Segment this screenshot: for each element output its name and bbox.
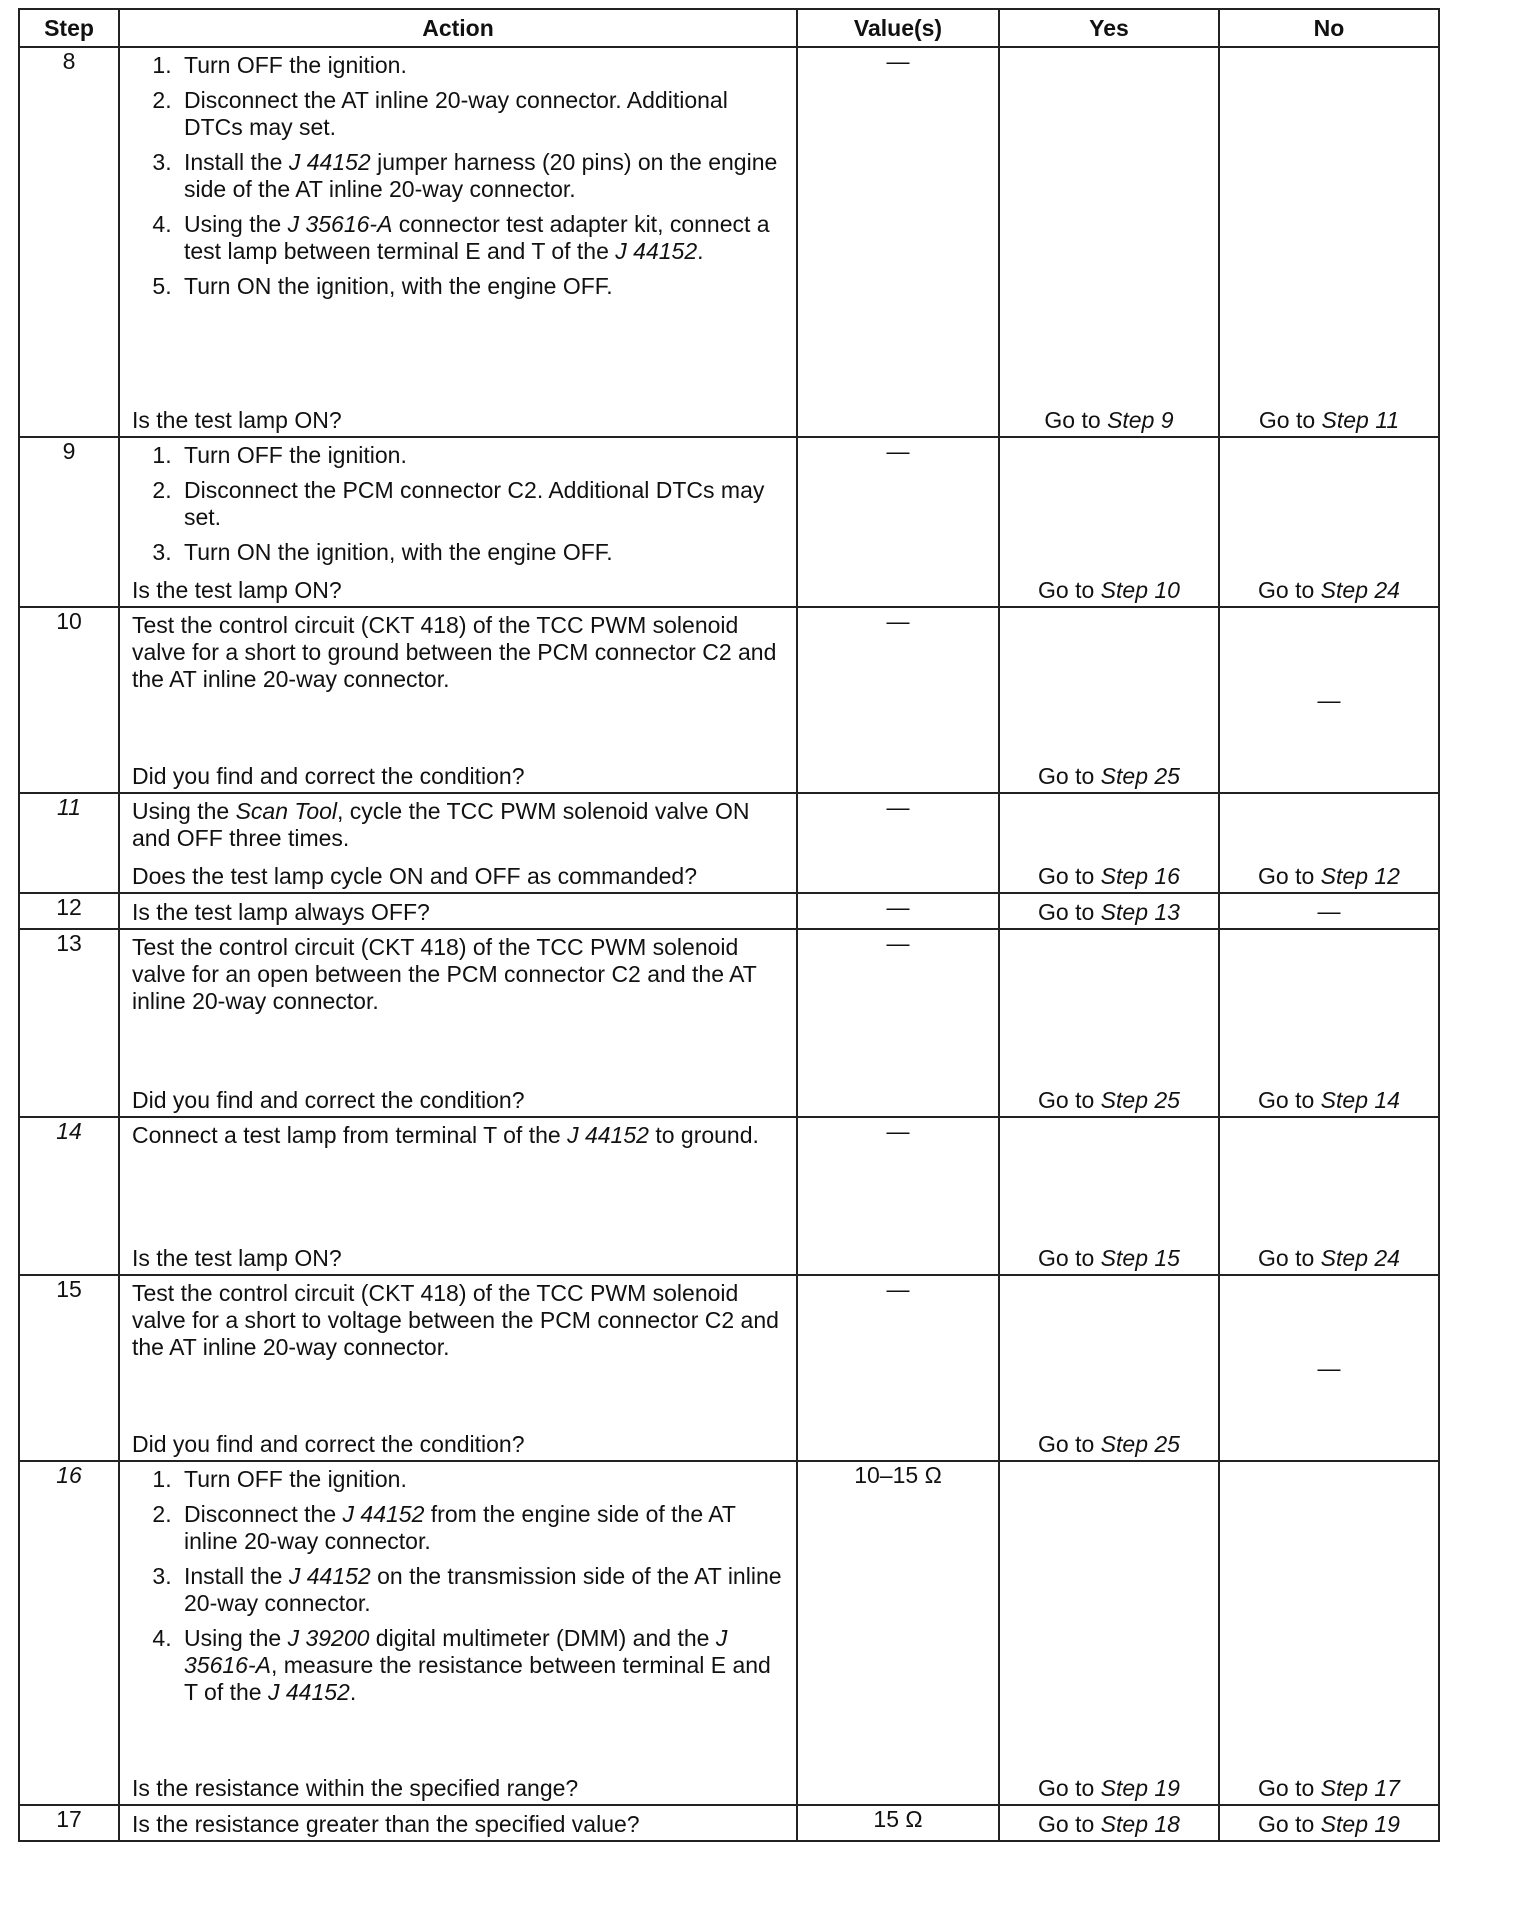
header-step: Step [19, 9, 119, 47]
yes-cell [999, 607, 1219, 793]
action-item: 2. Disconnect the J 44152 from the engine side of the AT inline 20-way connector. [178, 1501, 786, 1555]
header-values: Value(s) [797, 9, 999, 47]
action-item: 3. Turn ON the ignition, with the engine OFF. [178, 539, 786, 566]
yes-goto: Go to Step 25 [1038, 1087, 1180, 1113]
action-question: Is the test lamp ON? [132, 1245, 342, 1271]
no-cell [1219, 929, 1439, 1117]
table-row [19, 893, 1439, 929]
value-cell: 15 Ω [797, 1805, 999, 1841]
table-row [19, 607, 1439, 793]
action-cell [119, 1461, 797, 1805]
action-question: Is the test lamp ON? [132, 407, 342, 433]
action-text: Using the Scan Tool, cycle the TCC PWM solenoid valve ON and OFF three times. [132, 798, 750, 851]
no-cell [1219, 793, 1439, 893]
no-goto: Go to Step 17 [1258, 1775, 1400, 1801]
action-cell [119, 1117, 797, 1275]
step-number: 17 [19, 1805, 119, 1841]
action-cell [119, 929, 797, 1117]
action-item: 5. Turn ON the ignition, with the engine OFF. [178, 273, 786, 300]
yes-goto: Go to Step 13 [1038, 899, 1180, 925]
action-cell [119, 607, 797, 793]
action-question: Does the test lamp cycle ON and OFF as commanded? [132, 863, 698, 889]
no-cell: — [1219, 893, 1439, 929]
yes-goto: Go to Step 25 [1038, 763, 1180, 789]
yes-cell [999, 1117, 1219, 1275]
table-row [19, 47, 1439, 437]
action-text: Test the control circuit (CKT 418) of the TCC PWM solenoid valve for an open between the PCM connector C2 and the AT inline 20-way connector. [132, 934, 757, 1014]
table-row [19, 1117, 1439, 1275]
action-item: 1. Turn OFF the ignition. [178, 52, 786, 79]
no-goto: Go to Step 12 [1258, 863, 1400, 889]
diagnostic-table [18, 8, 1440, 1842]
table-row [19, 1461, 1439, 1805]
action-cell [119, 47, 797, 437]
value-cell: — [797, 1275, 999, 1461]
action-text: Test the control circuit (CKT 418) of the TCC PWM solenoid valve for a short to ground between the PCM connector C2 and the AT inline 20-way connector. [132, 612, 777, 692]
action-question: Is the resistance greater than the specified value? [132, 1811, 640, 1837]
no-goto: Go to Step 24 [1258, 1245, 1400, 1271]
action-cell [119, 1805, 797, 1841]
yes-goto: Go to Step 25 [1038, 1431, 1180, 1457]
step-number: 14 [19, 1117, 119, 1275]
yes-goto: Go to Step 16 [1038, 863, 1180, 889]
value-cell: — [797, 893, 999, 929]
action-question: Did you find and correct the condition? [132, 1087, 525, 1113]
table-row [19, 793, 1439, 893]
action-question: Is the test lamp always OFF? [132, 899, 430, 925]
step-number: 12 [19, 893, 119, 929]
yes-cell [999, 437, 1219, 607]
value-cell: — [797, 793, 999, 893]
action-question: Is the resistance within the specified range? [132, 1775, 579, 1801]
no-cell [1219, 1461, 1439, 1805]
yes-cell [999, 1461, 1219, 1805]
action-item: 4. Using the J 35616-A connector test adapter kit, connect a test lamp between terminal E and T of the J 44152. [178, 211, 786, 265]
action-cell [119, 893, 797, 929]
action-text: Connect a test lamp from terminal T of the J 44152 to ground. [132, 1122, 759, 1148]
yes-cell [999, 793, 1219, 893]
no-cell [1219, 1117, 1439, 1275]
action-item: 2. Disconnect the PCM connector C2. Additional DTCs may set. [178, 477, 786, 531]
no-cell: — [1219, 607, 1439, 793]
action-text: Test the control circuit (CKT 418) of the TCC PWM solenoid valve for a short to voltage between the PCM connector C2 and the AT inline 20-way connector. [132, 1280, 779, 1360]
step-number: 16 [19, 1461, 119, 1805]
yes-cell [999, 47, 1219, 437]
step-number: 11 [19, 793, 119, 893]
yes-goto: Go to Step 19 [1038, 1775, 1180, 1801]
step-number: 9 [19, 437, 119, 607]
yes-cell [999, 1805, 1219, 1841]
yes-goto: Go to Step 18 [1038, 1811, 1180, 1837]
action-item: 3. Install the J 44152 jumper harness (20 pins) on the engine side of the AT inline 20-way connector. [178, 149, 786, 203]
no-goto: Go to Step 14 [1258, 1087, 1400, 1113]
action-cell [119, 1275, 797, 1461]
yes-cell [999, 929, 1219, 1117]
value-cell: — [797, 607, 999, 793]
no-cell [1219, 47, 1439, 437]
value-cell: 10–15 Ω [797, 1461, 999, 1805]
action-item: 4. Using the J 39200 digital multimeter (DMM) and the J 35616-A, measure the resistance between terminal E and T of the J 44152. [178, 1625, 786, 1706]
value-cell: — [797, 437, 999, 607]
yes-goto: Go to Step 10 [1038, 577, 1180, 603]
no-cell [1219, 437, 1439, 607]
action-item: 1. Turn OFF the ignition. [178, 442, 786, 469]
step-number: 13 [19, 929, 119, 1117]
action-cell [119, 793, 797, 893]
yes-cell [999, 893, 1219, 929]
table-row [19, 1805, 1439, 1841]
action-question: Did you find and correct the condition? [132, 1431, 525, 1457]
no-goto: Go to Step 24 [1258, 577, 1400, 603]
action-question: Did you find and correct the condition? [132, 763, 525, 789]
header-yes: Yes [999, 9, 1219, 47]
action-question: Is the test lamp ON? [132, 577, 342, 603]
table-row [19, 929, 1439, 1117]
header-action: Action [119, 9, 797, 47]
yes-cell [999, 1275, 1219, 1461]
step-number: 15 [19, 1275, 119, 1461]
table-row [19, 1275, 1439, 1461]
value-cell: — [797, 929, 999, 1117]
value-cell: — [797, 47, 999, 437]
table-row [19, 437, 1439, 607]
action-item: 1. Turn OFF the ignition. [178, 1466, 786, 1493]
step-number: 8 [19, 47, 119, 437]
yes-goto: Go to Step 15 [1038, 1245, 1180, 1271]
no-goto: Go to Step 11 [1258, 407, 1400, 433]
yes-goto: Go to Step 9 [1044, 407, 1174, 433]
action-cell [119, 437, 797, 607]
action-item: 3. Install the J 44152 on the transmission side of the AT inline 20-way connector. [178, 1563, 786, 1617]
no-cell: — [1219, 1275, 1439, 1461]
action-item: 2. Disconnect the AT inline 20-way connector. Additional DTCs may set. [178, 87, 786, 141]
no-goto: Go to Step 19 [1258, 1811, 1400, 1837]
header-no: No [1219, 9, 1439, 47]
no-cell [1219, 1805, 1439, 1841]
header-row [19, 9, 1439, 47]
step-number: 10 [19, 607, 119, 793]
value-cell: — [797, 1117, 999, 1275]
